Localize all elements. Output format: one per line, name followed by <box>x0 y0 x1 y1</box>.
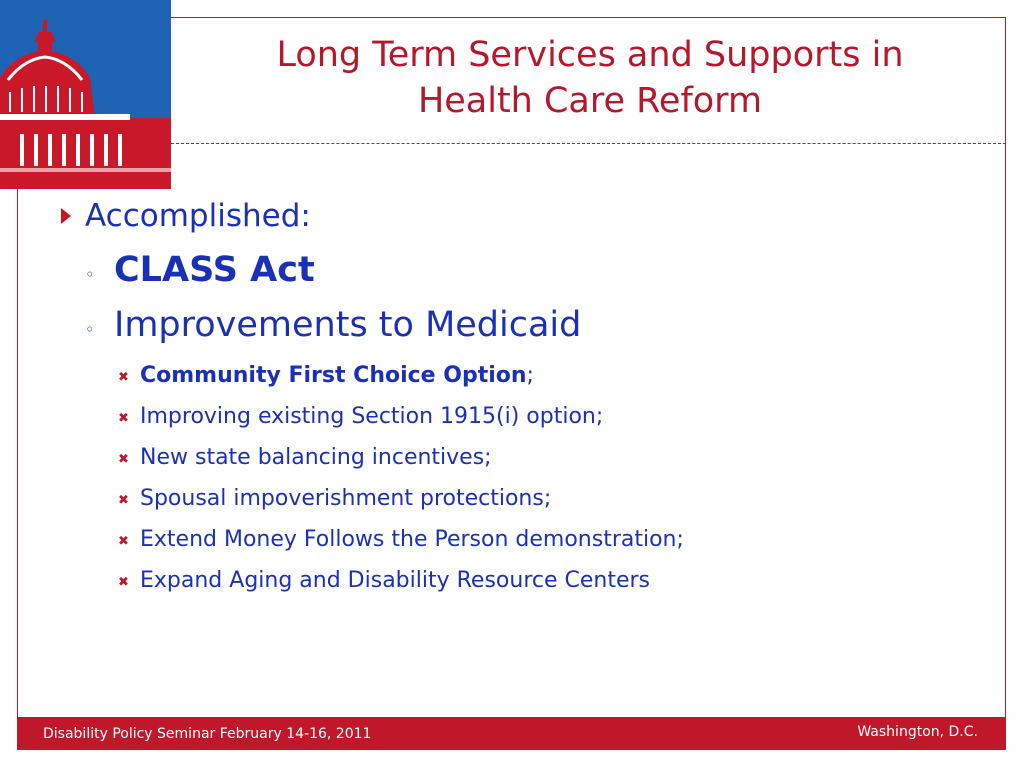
circle-bullet-icon: ◦ <box>85 320 95 339</box>
star-bullet-icon: ✖ <box>118 493 129 508</box>
sub-bullet-item <box>140 486 551 511</box>
star-bullet-icon: ✖ <box>118 575 129 590</box>
sub-bullet-text: Extend Money Follows the Person demonstration; <box>140 527 684 552</box>
sub-bullet-item <box>140 404 603 429</box>
star-bullet-icon: ✖ <box>118 452 129 467</box>
footer-event: Disability Policy Seminar February 14-16, 2011 <box>43 726 372 742</box>
sub-bullet-text: Spousal impoverishment protections; <box>140 486 552 511</box>
sub-bullet-text: Improving existing Section 1915(i) option; <box>140 404 604 429</box>
sub-bullet-item <box>140 445 492 470</box>
title-line-1: Long Term Services and Supports in <box>276 35 904 75</box>
bullet-accomplished: Accomplished: <box>85 198 311 234</box>
title-line-2: Health Care Reform <box>417 81 763 121</box>
triangle-bullet-icon <box>61 208 71 224</box>
footer-location: Washington, D.C. <box>857 724 978 740</box>
sub-bullet-text: New state balancing incentives; <box>140 445 492 470</box>
star-bullet-icon: ✖ <box>118 370 129 385</box>
sub-bullet-text: ; <box>526 363 534 388</box>
star-bullet-icon: ✖ <box>118 534 129 549</box>
sub-bullet-bold: Community First Choice Option <box>140 363 527 388</box>
bullet-improvements-medicaid: Improvements to Medicaid <box>114 305 582 345</box>
bullet-class-act: CLASS Act <box>114 250 315 290</box>
sub-bullet-item <box>140 568 650 593</box>
sub-bullet-item <box>140 363 534 388</box>
star-bullet-icon: ✖ <box>118 411 129 426</box>
footer-bar <box>17 717 1006 750</box>
sub-bullet-item <box>140 527 684 552</box>
sub-bullet-text: Expand Aging and Disability Resource Centers <box>140 568 651 593</box>
circle-bullet-icon: ◦ <box>85 265 95 284</box>
